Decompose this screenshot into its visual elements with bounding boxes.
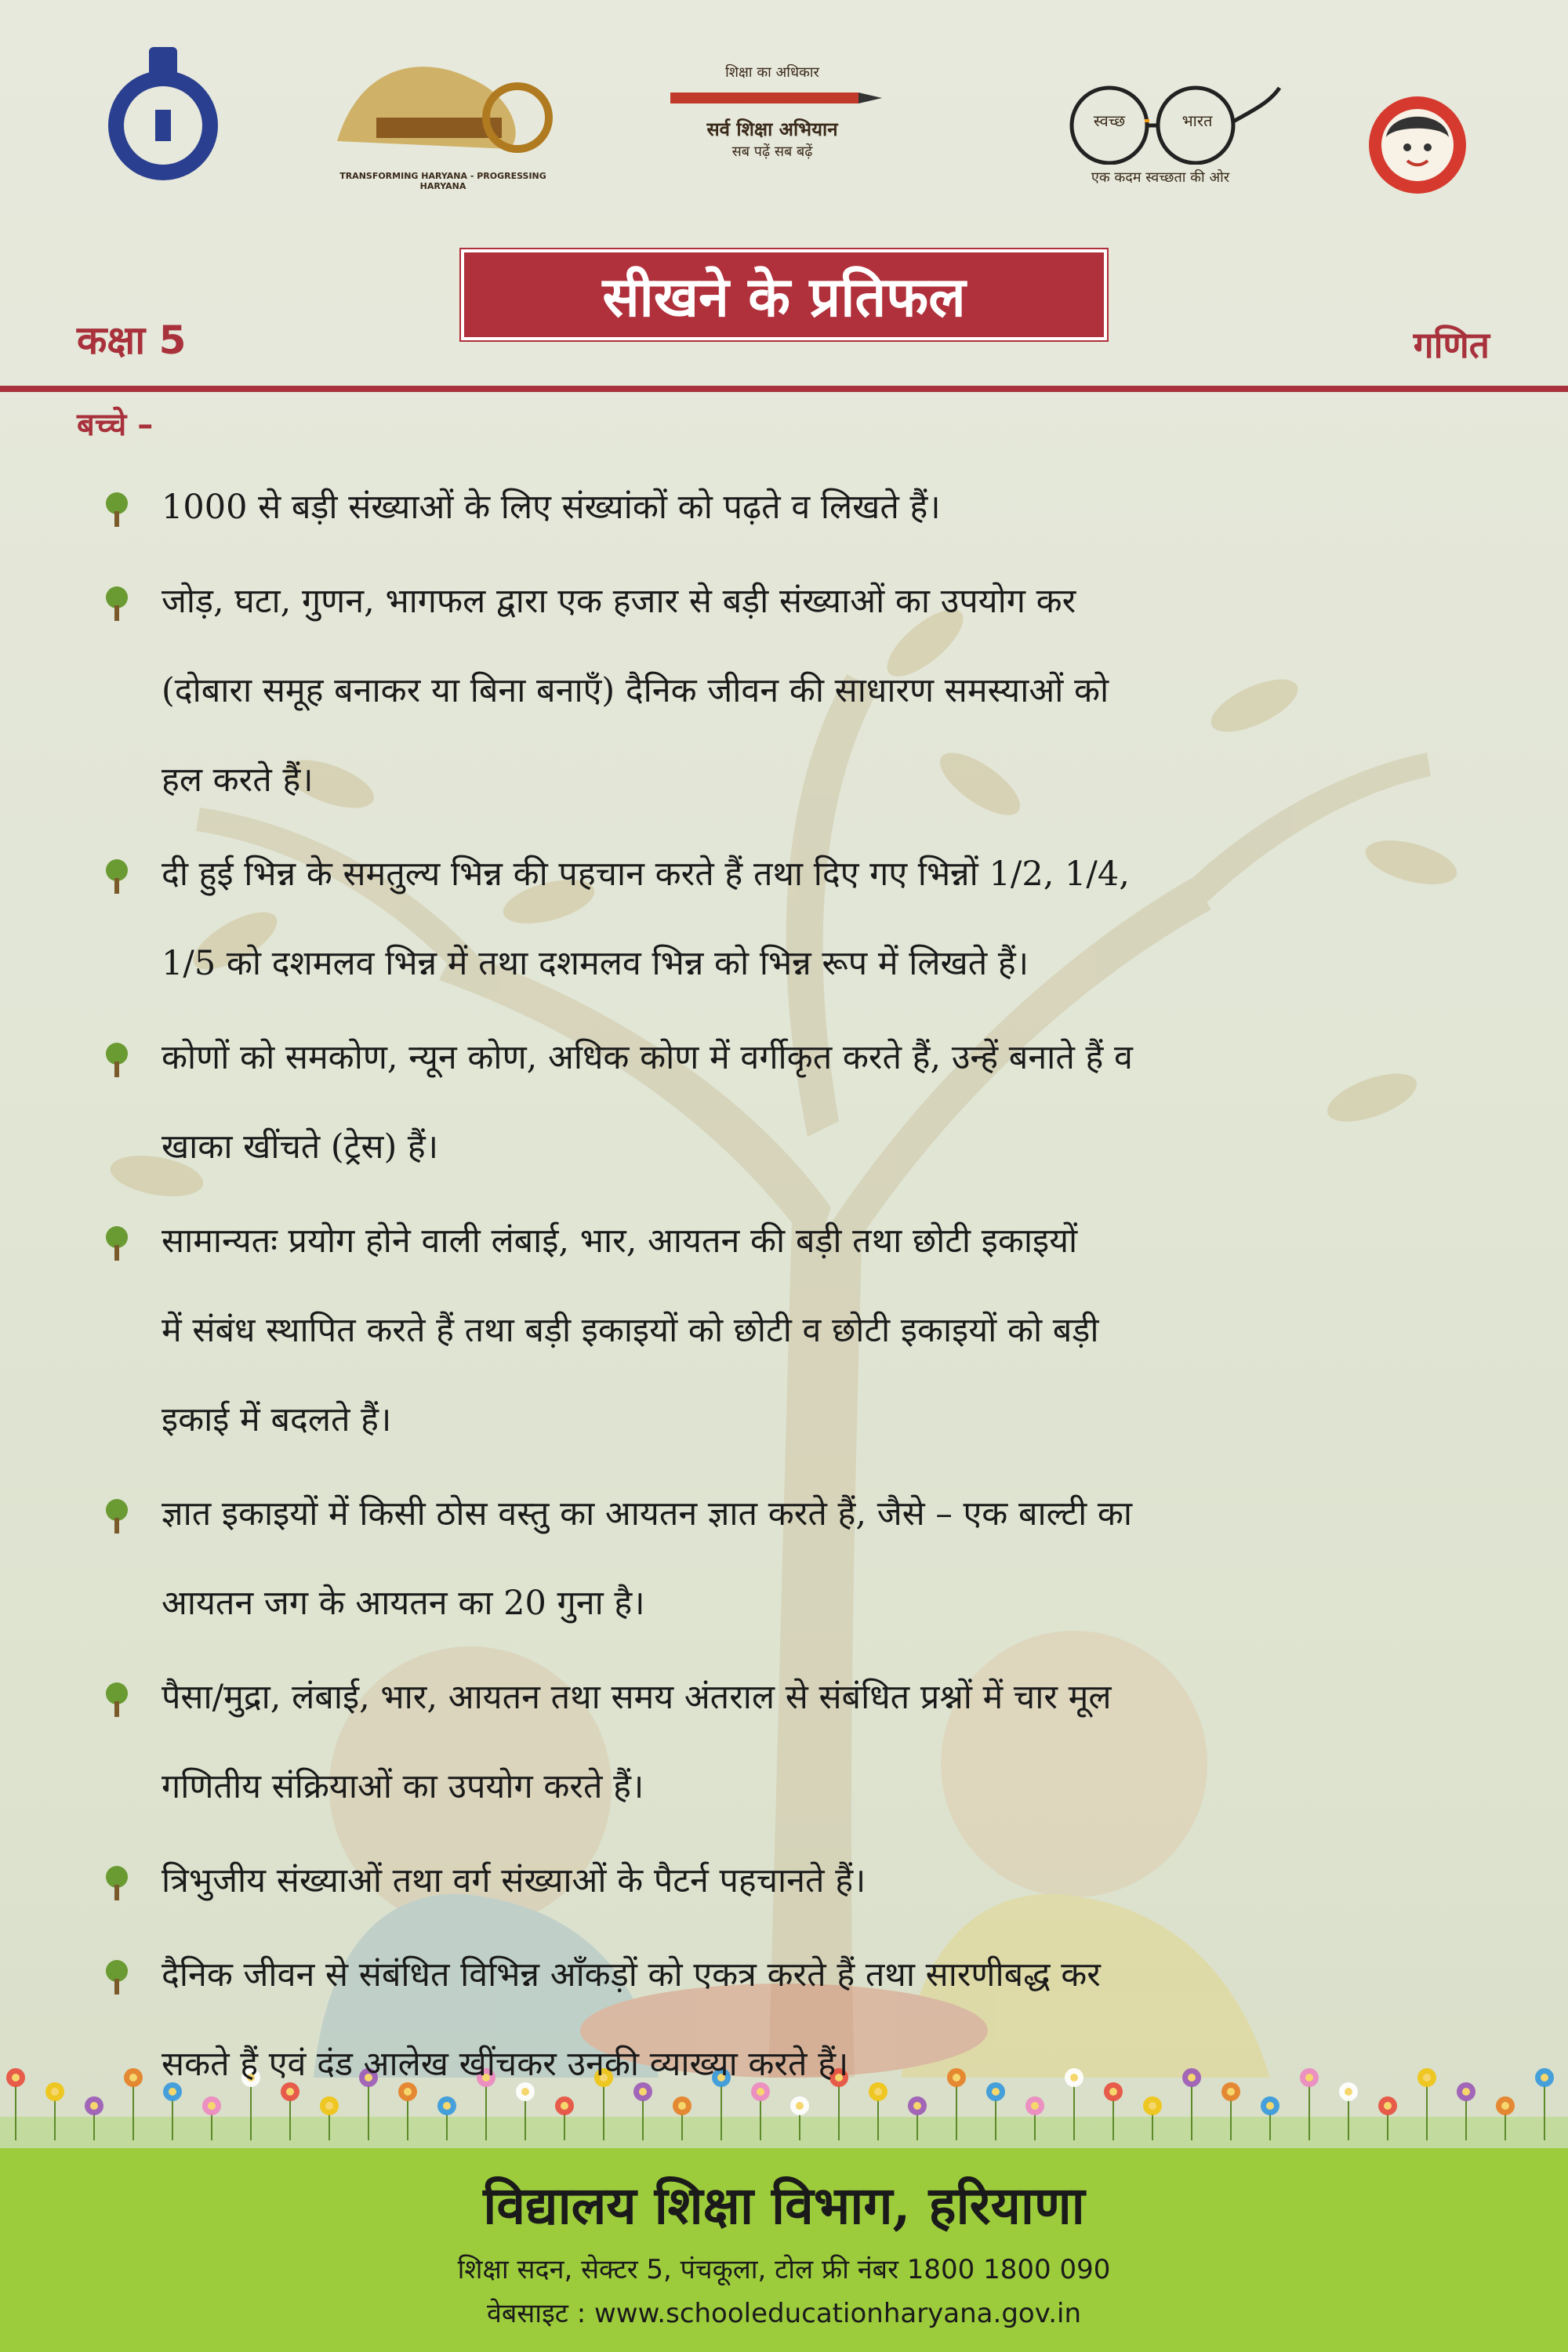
swarna-utsav-caption: TRANSFORMING HARYANA - PROGRESSING HARYANA bbox=[339, 171, 546, 191]
list-item-line: गणितीय संक्रियाओं का उपयोग करते हैं। bbox=[162, 1767, 644, 1806]
class-label: कक्षा 5 bbox=[77, 318, 187, 363]
pencil-icon bbox=[655, 82, 890, 113]
divider-rule bbox=[0, 386, 1568, 392]
tree-bullet-icon bbox=[100, 1041, 133, 1079]
tree-bullet-icon bbox=[100, 1497, 133, 1535]
list-item bbox=[100, 463, 1480, 552]
children-label: बच्चे – bbox=[77, 407, 154, 443]
subject-label: गणित bbox=[1413, 324, 1490, 366]
list-item-line: हल करते हैं। bbox=[162, 760, 314, 800]
swachh-bharat-logo bbox=[1035, 78, 1286, 187]
learning-outcomes-list bbox=[100, 463, 1480, 2114]
beti-bachao-logo bbox=[1363, 94, 1472, 199]
list-item-line: 1/5 को दशमलव भिन्न में तथा दशमलव भिन्न को भिन्न रूप में लिखते हैं। bbox=[162, 944, 1029, 983]
list-item-line: जोड़, घटा, गुणन, भागफल द्वारा एक हजार से बड़ी संख्याओं का उपयोग कर bbox=[162, 582, 1076, 621]
list-item-line: में संबंध स्थापित करते हैं तथा बड़ी इकाइयों को छोटी व छोटी इकाइयों को बड़ी bbox=[162, 1311, 1099, 1350]
list-item-line: ज्ञात इकाइयों में किसी ठोस वस्तु का आयतन ज्ञात करते हैं, जैसे – एक बाल्टी का bbox=[162, 1494, 1133, 1534]
ssa-top-text: शिक्षा का अधिकार bbox=[725, 64, 819, 81]
tree-bullet-icon bbox=[100, 1864, 133, 1902]
emblem-icon bbox=[100, 31, 226, 188]
swachh-right-text: भारत bbox=[1181, 111, 1213, 130]
swachh-tagline: एक कदम स्वच्छता की ओर bbox=[1091, 169, 1230, 186]
footer-website: वेबसाइट : www.schooleducationharyana.gov.in bbox=[486, 2298, 1081, 2329]
header-logos bbox=[0, 16, 1568, 220]
ssa-title: सर्व शिक्षा अभियान bbox=[706, 118, 838, 140]
list-item-line: त्रिभुजीय संख्याओं तथा वर्ग संख्याओं के पैटर्न पहचानते हैं। bbox=[162, 1861, 866, 1900]
list-item bbox=[100, 1653, 1480, 1831]
haryana-swarna-utsav-logo bbox=[329, 47, 557, 191]
list-item bbox=[100, 1013, 1480, 1192]
tree-bullet-icon bbox=[100, 858, 133, 895]
list-item-line: दी हुई भिन्न के समतुल्य भिन्न की पहचान करते हैं तथा दिए गए भिन्नों 1/2, 1/4, bbox=[162, 855, 1130, 894]
list-item-line: 1000 से बड़ी संख्याओं के लिए संख्यांकों को पढ़ते व लिखते हैं। bbox=[162, 488, 941, 527]
list-item-line: इकाई में बदलते हैं। bbox=[162, 1400, 392, 1439]
list-item bbox=[100, 1469, 1480, 1648]
haryana-govt-emblem bbox=[100, 31, 226, 191]
list-item bbox=[100, 1196, 1480, 1465]
page-title: सीखने के प्रतिफल bbox=[464, 252, 1104, 337]
girl-face-icon bbox=[1367, 94, 1468, 196]
footer-title: विद्यालय शिक्षा विभाग, हरियाणा bbox=[483, 2175, 1085, 2236]
tree-bullet-icon bbox=[100, 1958, 133, 1996]
list-item-line: (दोबारा समूह बनाकर या बिना बनाएँ) दैनिक जीवन की साधारण समस्याओं को bbox=[162, 671, 1109, 710]
list-item bbox=[100, 557, 1480, 825]
tree-bullet-icon bbox=[100, 1225, 133, 1262]
list-item bbox=[100, 1930, 1480, 2109]
list-item-line: कोणों को समकोण, न्यून कोण, अधिक कोण में वर्गीकृत करते हैं, उन्हें बनाते हैं व bbox=[162, 1038, 1133, 1077]
list-item-line: पैसा/मुद्रा, लंबाई, भार, आयतन तथा समय अंतराल से संबंधित प्रश्नों में चार मूल bbox=[162, 1678, 1112, 1717]
sarva-shiksha-abhiyan-logo bbox=[643, 63, 902, 161]
list-item-line: सकते हैं एवं दंड आलेख खींचकर उनकी व्याख्या करते हैं। bbox=[162, 2045, 849, 2084]
list-item-line: दैनिक जीवन से संबंधित विभिन्न आँकड़ों को एकत्र करते हैं तथा सारणीबद्ध कर bbox=[162, 1955, 1101, 1994]
footer bbox=[0, 2148, 1568, 2352]
footer-address: शिक्षा सदन, सेक्टर 5, पंचकूला, टोल फ्री नंबर 1800 1800 090 bbox=[457, 2254, 1111, 2285]
list-item-line: सामान्यतः प्रयोग होने वाली लंबाई, भार, आयतन की बड़ी तथा छोटी इकाइयों bbox=[162, 1221, 1078, 1261]
ssa-tagline: सब पढ़ें सब बढ़ें bbox=[731, 143, 813, 160]
swachh-left-text: स्वच्छ bbox=[1093, 111, 1126, 130]
list-item-line: खाका खींचते (ट्रेस) हैं। bbox=[162, 1127, 439, 1167]
list-item bbox=[100, 1836, 1480, 1926]
swarna-utsav-icon bbox=[329, 47, 557, 165]
list-item bbox=[100, 829, 1480, 1008]
tree-bullet-icon bbox=[100, 585, 133, 622]
list-item-line: आयतन जग के आयतन का 20 गुना है। bbox=[162, 1584, 645, 1623]
tree-bullet-icon bbox=[100, 1681, 133, 1719]
tree-bullet-icon bbox=[100, 491, 133, 528]
